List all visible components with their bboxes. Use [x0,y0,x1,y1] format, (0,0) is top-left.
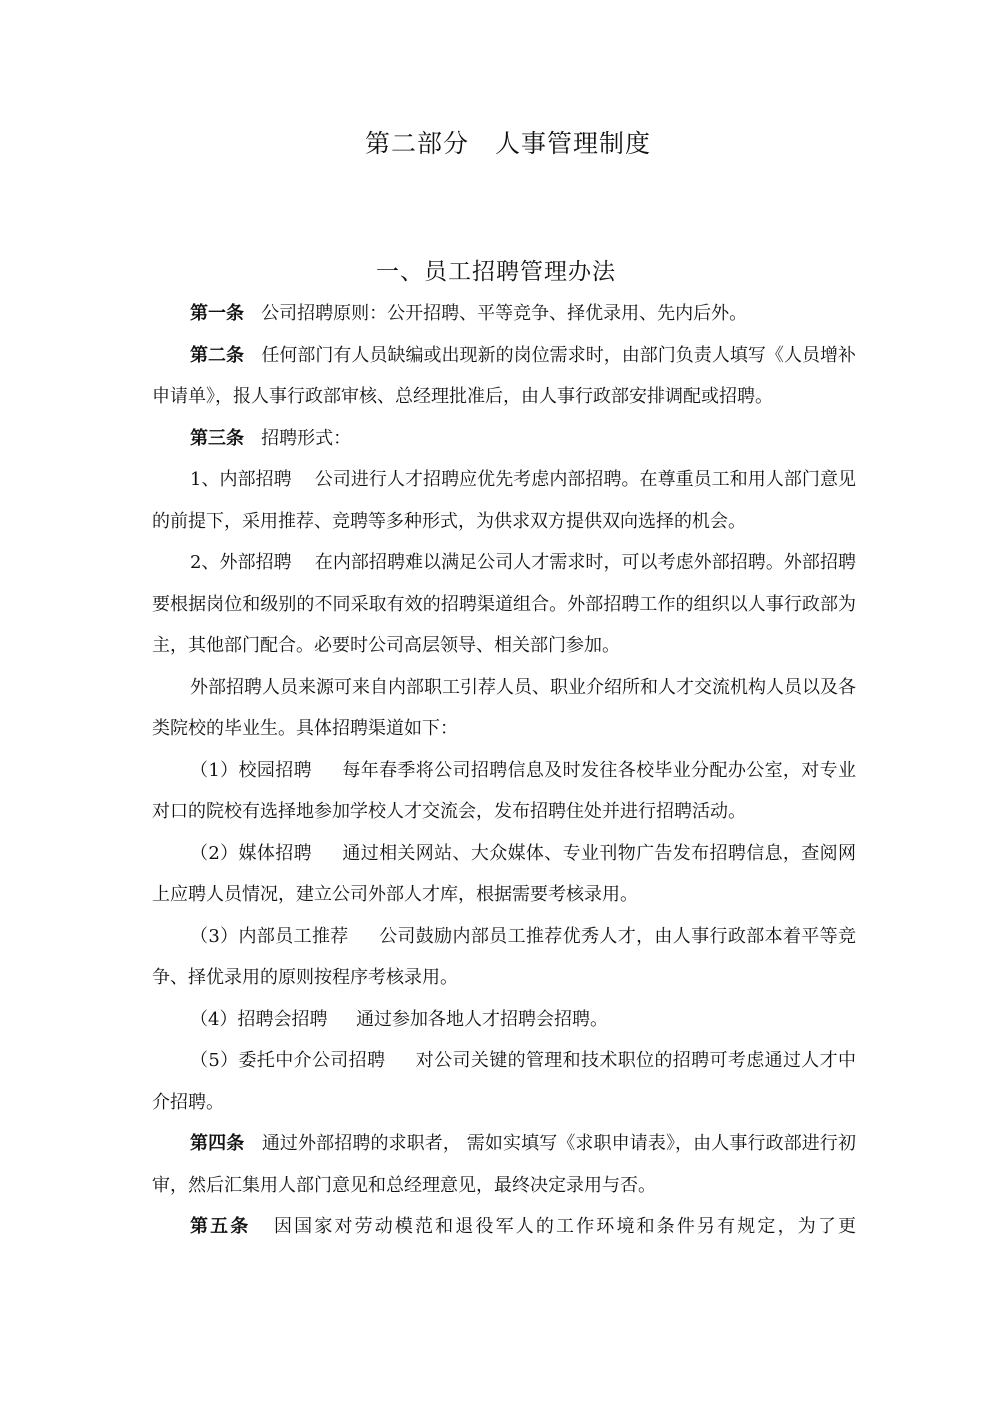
item-text: 在内部招聘难以满足公司人才需求时，可以考虑外部招聘。外部招聘要根据岗位和级别的不同采取有效的招聘渠道组合。外部招聘工作的组织以人事行政部为主，其他部门配合。必要时公司高层领导、相关部门参加。 [152,552,857,656]
article-text: 任何部门有人员缺编或出现新的岗位需求时，由部门负责人填写《人员增补申请单》，报人事行政部审核、总经理批准后，由人事行政部安排调配或招聘。 [152,344,857,407]
article-label: 第二条 [190,344,245,366]
article-text: 公司招聘原则：公开招聘、平等竞争、择优录用、先内后外。 [261,303,748,324]
item-label: 2、外部招聘 [190,552,292,573]
channel-label: （5）委托中介公司招聘 [190,1050,386,1071]
channel-label: （2）媒体招聘 [190,842,312,864]
body-text [152,293,856,1248]
item-text: 公司进行人才招聘应优先考虑内部招聘。在尊重员工和用人部门意见的前提下，采用推荐、竞聘等多种形式，为供求双方提供双向选择的机会。 [152,469,857,532]
channel-text: 每年春季将公司招聘信息及时发往各校毕业分配办公室，对专业对口的院校有选择地参加学校人才交流会，发布招聘住处并进行招聘活动。 [152,759,857,822]
paragraph-text: 外部招聘人员来源可来自内部职工引荐人员、职业介绍所和人才交流机构人员以及各类院校的毕业生。具体招聘渠道如下： [152,676,856,739]
article-label: 第四条 [190,1133,245,1154]
channel-label: （3）内部员工推荐 [190,925,349,947]
article-3 [152,418,856,460]
article-1 [152,293,856,335]
channel-label: （1）校园招聘 [190,759,312,781]
channel-campus [152,750,856,833]
channel-referral [152,916,856,999]
channel-job-fair [152,999,856,1041]
article-label: 第三条 [190,427,244,449]
item-label: 1、内部招聘 [190,469,292,490]
item-external-recruitment [152,542,856,667]
channel-label: （4）招聘会招聘 [190,1008,328,1030]
article-2 [152,335,856,418]
item-internal-recruitment [152,459,856,542]
article-4 [152,1123,856,1206]
channel-text: 通过相关网站、大众媒体、专业刊物广告发布招聘信息，查阅网上应聘人员情况，建立公司外部人才库，根据需要考核录用。 [152,842,857,905]
channel-agency [152,1040,856,1123]
section-title: 一、员工招聘管理办法 [376,259,616,285]
channel-text: 公司鼓励内部员工推荐优秀人才，由人事行政部本着平等竞争、择优录用的原则按程序考核录用。 [152,925,857,988]
article-label: 第一条 [190,303,244,324]
channel-text: 通过参加各地人才招聘会招聘。 [356,1008,609,1030]
channel-text: 对公司关键的管理和技术职位的招聘可考虑通过人才中介招聘。 [152,1050,857,1113]
article-label: 第五条 [190,1216,251,1237]
part-title: 第二部分 人事管理制度 [364,129,651,158]
article-text: 通过外部招聘的求职者， 需如实填写《求职申请表》，由人事行政部进行初审，然后汇集用人部门意见和总经理意见，最终决定录用与否。 [152,1133,857,1196]
channel-media [152,833,856,916]
article-5 [152,1206,856,1248]
article-text: 招聘形式： [261,427,352,449]
paragraph-sources [152,667,856,750]
article-text: 因国家对劳动模范和退役军人的工作环境和条件另有规定，为了更 [274,1216,857,1237]
